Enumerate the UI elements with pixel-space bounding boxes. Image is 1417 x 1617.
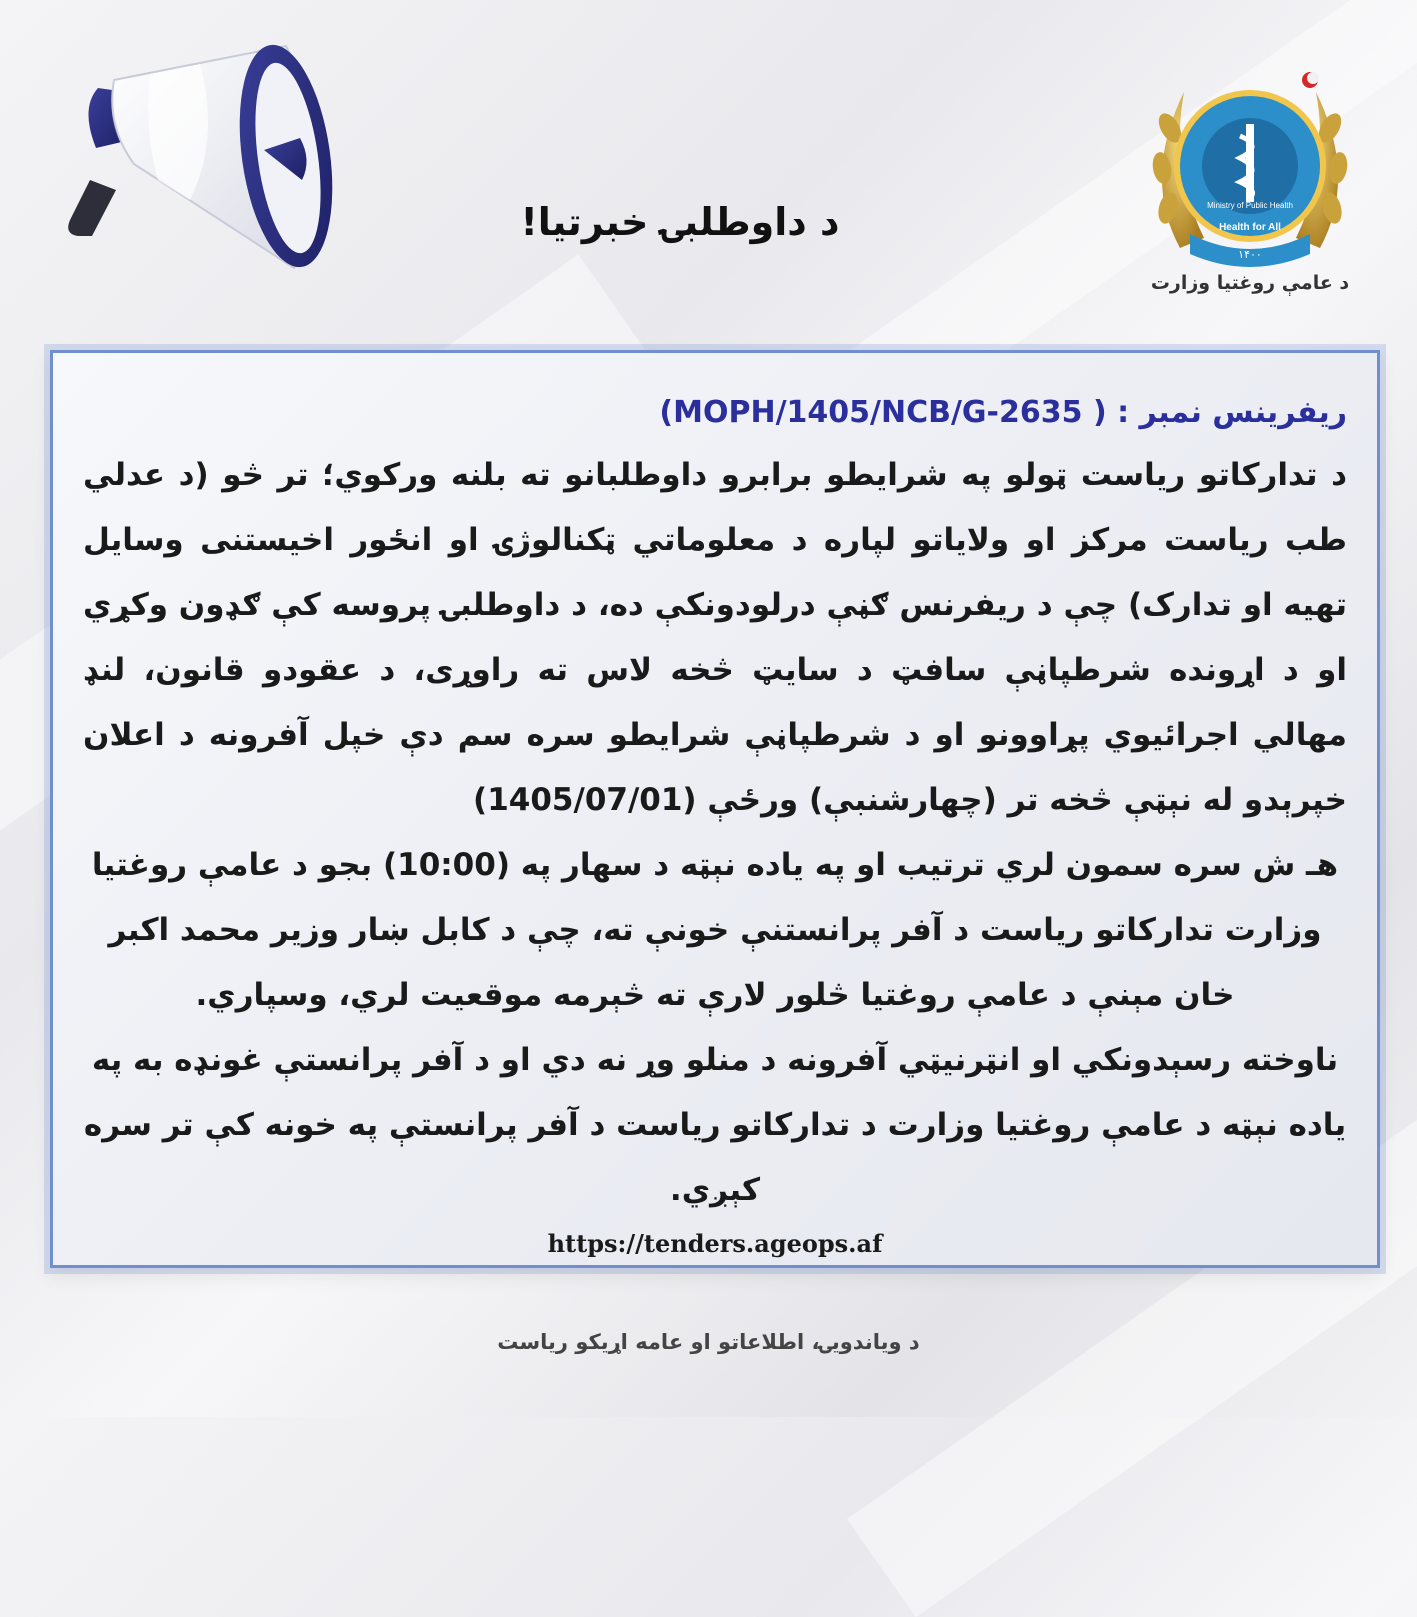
notice-panel xyxy=(50,350,1380,1268)
seal-caption-ministry: Ministry of Public Health xyxy=(1207,201,1293,210)
ministry-name: د عامې روغتیا وزارت xyxy=(1150,272,1350,294)
notice-paragraph-1: د تدارکاتو ریاست ټولو په شرایطو برابرو داوطلبانو ته بلنه ورکوي؛ تر څو (د عدلي طب ریاست مرکز او ولایاتو لپاره د معلوماتي ټکنالوژۍ او انځور اخیستنی وسایل تهیه او تدارک) چې د ریفرنس ګڼې درلودونکې ده، د داوطلبۍ پروسه کې ګډون وکړي او د اړونده شرطپاڼې سافټ د سایټ څخه لاس ته راوړی، د عقودو قانون، لنډ مهالي اجرائیوي پړاوونو او د شرطپاڼې شرایطو سره سم دې خپل آفرونه د اعلان خپرېدو له نېټې څخه تر (چهارشنبې) ورځې (1405/07/01) xyxy=(83,457,1347,818)
footer-department: د ویاندویۍ، اطلاعاتو او عامه اړیکو ریاست xyxy=(497,1330,920,1354)
reference-label: ریفرینس نمبر : xyxy=(1117,395,1347,430)
megaphone-icon xyxy=(50,30,350,300)
page-title: د داوطلبۍ خبرتیا! xyxy=(520,200,840,244)
seal-caption-motto: Health for All xyxy=(1219,222,1281,233)
notice-paragraph-2: ناوخته رسېدونکي او انټرنیټي آفرونه د منلو وړ نه دي او د آفر پرانستې غونډه به په یاده نېټه د عامې روغتیا وزارت د تدارکاتو ریاست د آفر پرانستې په خونه کې تر سره کېږي. xyxy=(83,1042,1347,1208)
ministry-seal-icon xyxy=(1140,58,1360,278)
tender-url-link[interactable]: https://tenders.ageops.af xyxy=(547,1229,883,1258)
reference-line xyxy=(83,391,1347,435)
reference-code: (MOPH/1405/NCB/G-2635 ) xyxy=(659,395,1107,430)
notice-paragraph-1-end: هـ ش سره سمون لري ترتیب او په یاده نېټه د سهار په (10:00) بجو د عامې روغتیا وزارت تدارکاتو ریاست د آفر پرانستنې خونې ته، چې د کابل ښار وزیر محمد اکبر خان مېنې د عامې روغتیا څلور لارې ته څېرمه موقعیت لري، وسپاري. xyxy=(91,847,1339,1013)
seal-year: ۱۴۰۰ xyxy=(1238,249,1262,261)
